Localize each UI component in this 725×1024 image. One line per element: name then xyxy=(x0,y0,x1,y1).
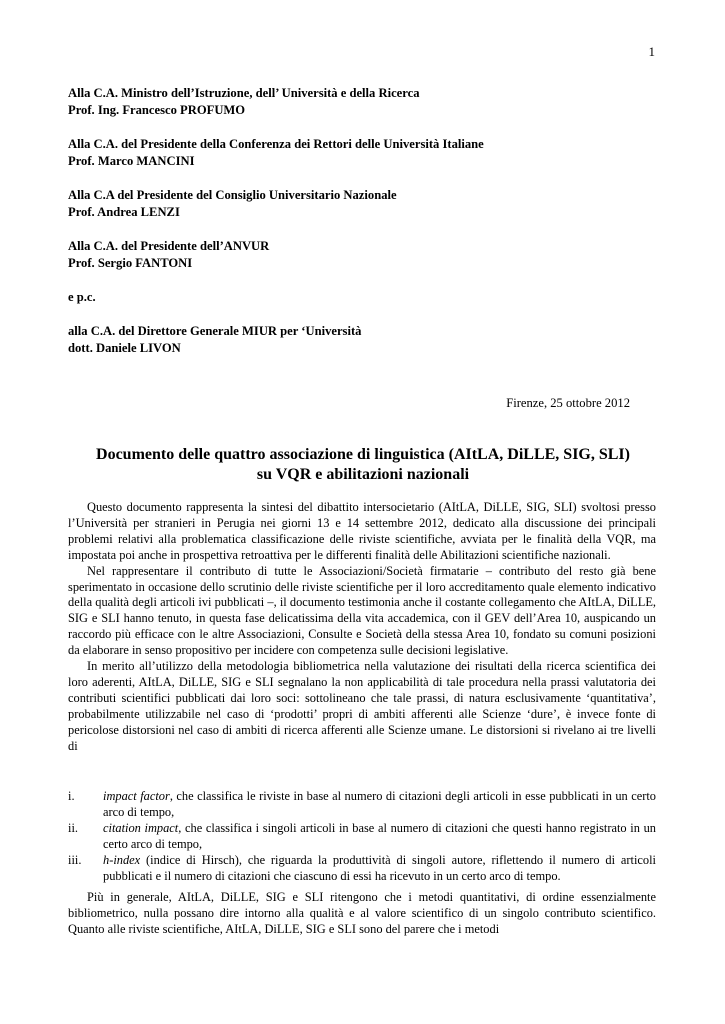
recipient-line: Alla C.A. del Presidente della Conferenza dei Rettori delle Università Italiane xyxy=(68,137,484,151)
list-item xyxy=(68,853,656,885)
paragraph: Questo documento rappresenta la sintesi del dibattito intersocietario (AItLA, DiLLE, SIG, SLI) svoltosi presso l’Università per stranieri in Perugia nei giorni 13 e 14 settembre 2012, dedicato alla discussione dei principali problemi relativi alla problematica classificazione delle riviste scientifiche, avviata per le finalità della VQR, ma impostata poi anche in prospettiva retroattiva per le differenti finalità delle Abilitazioni scientifiche nazionali. xyxy=(68,500,656,562)
document-title: Documento delle quattro associazione di linguistica (AItLA, DiLLE, SIG, SLI) su VQR e abilitazioni nazionali xyxy=(96,446,630,483)
recipient-line: Alla C.A. del Presidente dell’ANVUR xyxy=(68,239,270,253)
list-number: ii. xyxy=(68,820,78,835)
document-date: Firenze, 25 ottobre 2012 xyxy=(506,396,630,410)
list-item xyxy=(68,789,656,821)
list-text: , che classifica i singoli articoli in base al numero di citazioni che questi hanno registrato in un certo arco di tempo, xyxy=(103,820,657,851)
recipient-name: Prof. Ing. Francesco PROFUMO xyxy=(68,103,246,117)
distortion-list xyxy=(68,789,656,884)
recipient-name: Prof. Marco MANCINI xyxy=(68,154,195,168)
list-text: (indice di Hirsch), che riguarda la produttività di singoli autore, riflettendo il numero di articoli pubblicati e il numero di citazioni che ciascuno di essi ha ricevuto in un certo arco di tempo. xyxy=(103,852,656,883)
list-term: citation impact xyxy=(103,820,179,835)
recipient-block xyxy=(68,85,668,119)
cc-recipient-block xyxy=(68,323,668,357)
list-number: iii. xyxy=(68,852,82,867)
paragraph: Più in generale, AItLA, DiLLE, SIG e SLI ritengono che i metodi quantitativi, di ordine essenzialmente bibliometrico, nulla possano dire intorno alla qualità e al valore scientifico di un singolo contributo scientifico. Quanto alle riviste scientifiche, AItLA, DiLLE, SIG e SLI sono del parere che i metodi xyxy=(68,890,656,936)
list-number: i. xyxy=(68,789,75,803)
cc-label: e p.c. xyxy=(68,290,96,304)
page-number: 1 xyxy=(648,44,655,59)
recipient-line: alla C.A. del Direttore Generale MIUR per ‘Università xyxy=(68,324,362,338)
recipient-name: Prof. Sergio FANTONI xyxy=(68,256,193,270)
list-term: h-index xyxy=(103,852,141,867)
list-term: impact factor xyxy=(103,789,170,803)
recipient-line: Alla C.A del Presidente del Consiglio Universitario Nazionale xyxy=(68,188,397,202)
recipient-name: dott. Daniele LIVON xyxy=(68,341,181,355)
recipient-name: Prof. Andrea LENZI xyxy=(68,205,180,219)
recipient-line: Alla C.A. Ministro dell’Istruzione, dell’ Università e della Ricerca xyxy=(68,86,420,100)
recipient-block xyxy=(68,136,668,170)
recipient-block xyxy=(68,238,668,272)
list-text: , che classifica le riviste in base al numero di citazioni degli articoli in esse pubblicati in un certo arco di tempo, xyxy=(103,789,657,819)
paragraph: Nel rappresentare il contributo di tutte le Associazioni/Società firmatarie – contributo del resto già bene sperimentato in occasione dello scrutinio delle riviste scientifiche per il loro accreditamento quale elemento indicativo della qualità degli articoli ivi pubblicati –, il documento testimonia anche il costante collegamento che AItLA, DiLLE, SIG e SLI hanno tenuto, in questa fase delicatissima della vita accademica, con il GEV dell’Area 10, auspicando un raccordo più efficace con le altre Associazioni, Consulte e Società della stessa Area 10, fondato su comuni posizioni da elaborare in senso propositivo per incidere con competenza sulle decisioni legislative. xyxy=(68,563,656,658)
recipient-block xyxy=(68,187,668,221)
body-text xyxy=(68,500,656,755)
list-item xyxy=(68,821,656,853)
paragraph: In merito all’utilizzo della metodologia bibliometrica nella valutazione dei risultati della ricerca scientifica dei loro aderenti, AItLA, DiLLE, SIG e SLI segnalano la non applicabilità di tale procedura nella prassi valutatoria dei contributi scientifici pubblicati dai loro soci: sottolineano che tale prassi, di natura esclusivamente ‘quantitativa’, probabilmente utilizzabile nel caso di ‘prodotti’ propri di ambiti afferenti alle Scienze ‘dure’, è invece fonte di pericolose distorsioni nel caso di ambiti di ricerca afferenti alle Scienze umane. Le distorsioni si rivelano ai tre livelli di xyxy=(68,659,656,753)
